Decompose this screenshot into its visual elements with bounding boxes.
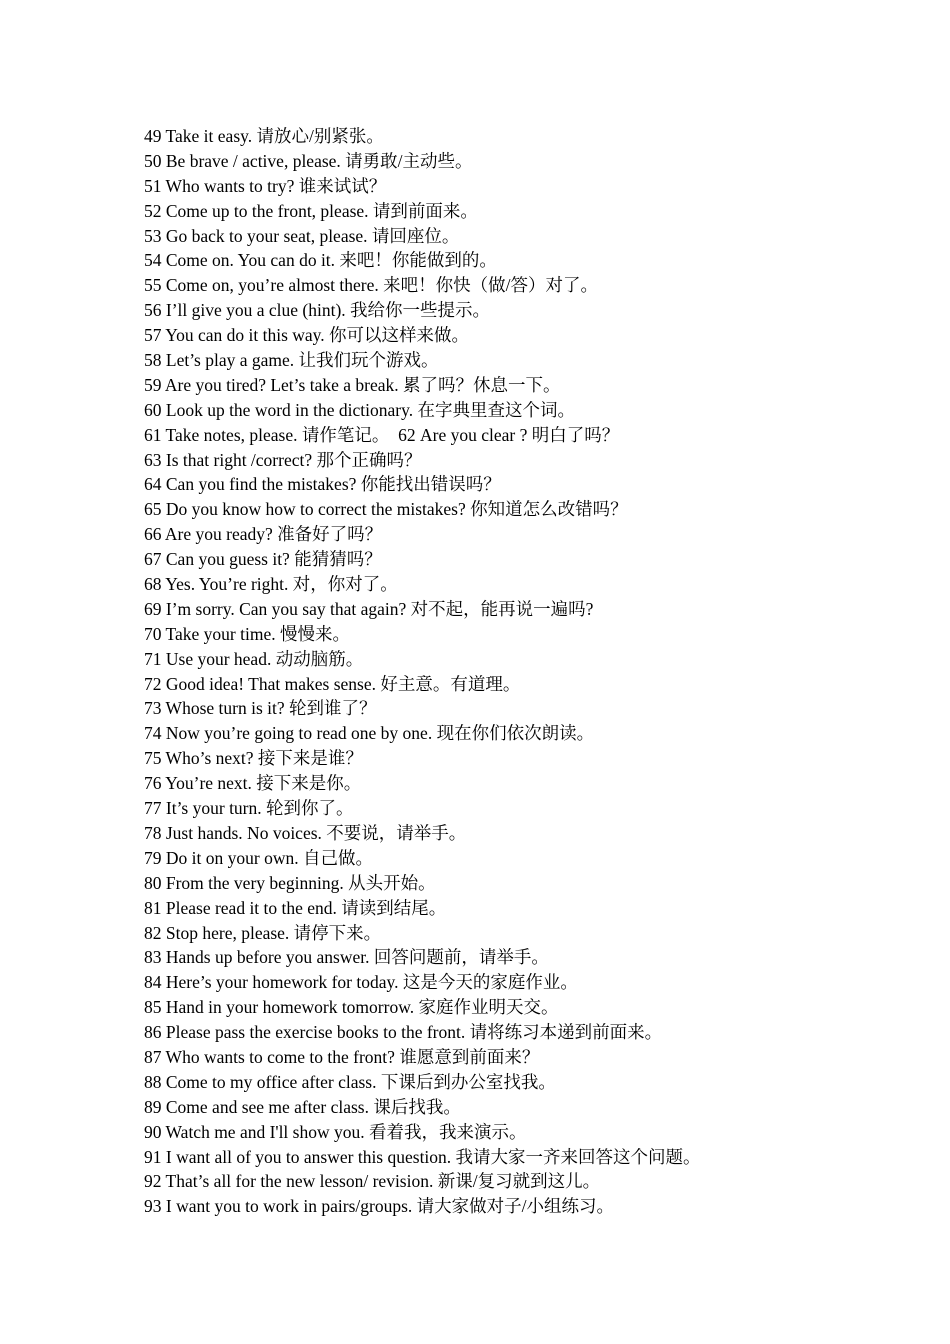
phrase-line: 86 Please pass the exercise books to the front. 请将练习本递到前面来。 bbox=[144, 1022, 663, 1043]
phrase-line: 51 Who wants to try? 谁来试试？ bbox=[144, 175, 387, 196]
phrase-line: 57 You can do it this way. 你可以这样来做。 bbox=[144, 325, 470, 346]
phrase-line: 74 Now you’re going to read one by one. 现在你们依次朗读。 bbox=[144, 723, 595, 744]
phrase-line: 84 Here’s your homework for today. 这是今天的家庭作业。 bbox=[144, 972, 578, 993]
phrase-line: 58 Let’s play a game. 让我们玩个游戏。 bbox=[144, 350, 439, 371]
phrase-line: 72 Good idea! That makes sense. 好主意。有道理。 bbox=[144, 673, 521, 694]
phrase-line: 76 You’re next. 接下来是你。 bbox=[144, 773, 362, 794]
phrase-line: 85 Hand in your homework tomorrow. 家庭作业明天交。 bbox=[144, 997, 559, 1018]
phrase-line: 90 Watch me and I'll show you. 看着我，我来演示。 bbox=[144, 1121, 527, 1142]
phrase-line: 88 Come to my office after class. 下课后到办公室找我。 bbox=[144, 1071, 556, 1092]
phrase-line: 53 Go back to your seat, please. 请回座位。 bbox=[144, 225, 460, 246]
phrase-line: 73 Whose turn is it? 轮到谁了？ bbox=[144, 698, 377, 719]
phrase-line: 91 I want all of you to answer this question. 我请大家一齐来回答这个问题。 bbox=[144, 1146, 701, 1167]
phrase-line: 66 Are you ready? 准备好了吗？ bbox=[144, 524, 383, 545]
phrase-line: 64 Can you find the mistakes? 你能找出错误吗？ bbox=[144, 474, 501, 495]
phrase-line: 71 Use your head. 动动脑筋。 bbox=[144, 648, 364, 669]
phrase-line: 70 Take your time. 慢慢来。 bbox=[144, 623, 350, 644]
phrase-line: 61 Take notes, please. 请作笔记。 62 Are you clear ? 明白了吗？ bbox=[144, 424, 620, 445]
phrase-line: 82 Stop here, please. 请停下来。 bbox=[144, 922, 382, 943]
phrase-line: 56 I’ll give you a clue (hint). 我给你一些提示。 bbox=[144, 300, 491, 321]
phrase-line: 59 Are you tired? Let’s take a break. 累了吗？休息一下。 bbox=[144, 374, 561, 395]
phrase-line: 89 Come and see me after class. 课后找我。 bbox=[144, 1096, 461, 1117]
phrase-line: 49 Take it easy. 请放心/别紧张。 bbox=[144, 126, 384, 146]
phrase-line: 63 Is that right /correct? 那个正确吗？ bbox=[144, 449, 422, 470]
phrase-line: 52 Come up to the front, please. 请到前面来。 bbox=[144, 200, 478, 221]
phrase-line: 65 Do you know how to correct the mistakes? 你知道怎么改错吗？ bbox=[144, 499, 628, 520]
phrase-line: 87 Who wants to come to the front? 谁愿意到前面来？ bbox=[144, 1046, 540, 1067]
phrase-line: 50 Be brave / active, please. 请勇敢/主动些。 bbox=[144, 150, 473, 171]
phrase-line: 75 Who’s next? 接下来是谁？ bbox=[144, 748, 363, 769]
phrase-line: 55 Come on, you’re almost there. 来吧！你快（做/答）对了。 bbox=[144, 275, 598, 296]
phrase-line: 79 Do it on your own. 自己做。 bbox=[144, 847, 373, 868]
phrase-line: 69 I’m sorry. Can you say that again? 对不起，能再说一遍吗? bbox=[144, 598, 594, 619]
phrase-line: 92 That’s all for the new lesson/ revision. 新课/复习就到这儿。 bbox=[144, 1171, 601, 1192]
phrase-list bbox=[144, 124, 924, 1219]
phrase-line: 67 Can you guess it? 能猜猜吗？ bbox=[144, 549, 382, 570]
phrase-line: 81 Please read it to the end. 请读到结尾。 bbox=[144, 897, 447, 918]
phrase-line: 54 Come on. You can do it. 来吧！你能做到的。 bbox=[144, 250, 497, 271]
phrase-line: 60 Look up the word in the dictionary. 在字典里查这个词。 bbox=[144, 399, 575, 420]
phrase-line: 78 Just hands. No voices. 不要说，请举手。 bbox=[144, 822, 467, 843]
phrase-line: 93 I want you to work in pairs/groups. 请大家做对子/小组练习。 bbox=[144, 1196, 615, 1217]
phrase-line: 80 From the very beginning. 从头开始。 bbox=[144, 872, 436, 893]
phrase-line: 68 Yes. You’re right. 对，你对了。 bbox=[144, 574, 398, 595]
phrase-line: 83 Hands up before you answer. 回答问题前，请举手。 bbox=[144, 947, 549, 968]
phrase-line: 77 It’s your turn. 轮到你了。 bbox=[144, 798, 354, 819]
